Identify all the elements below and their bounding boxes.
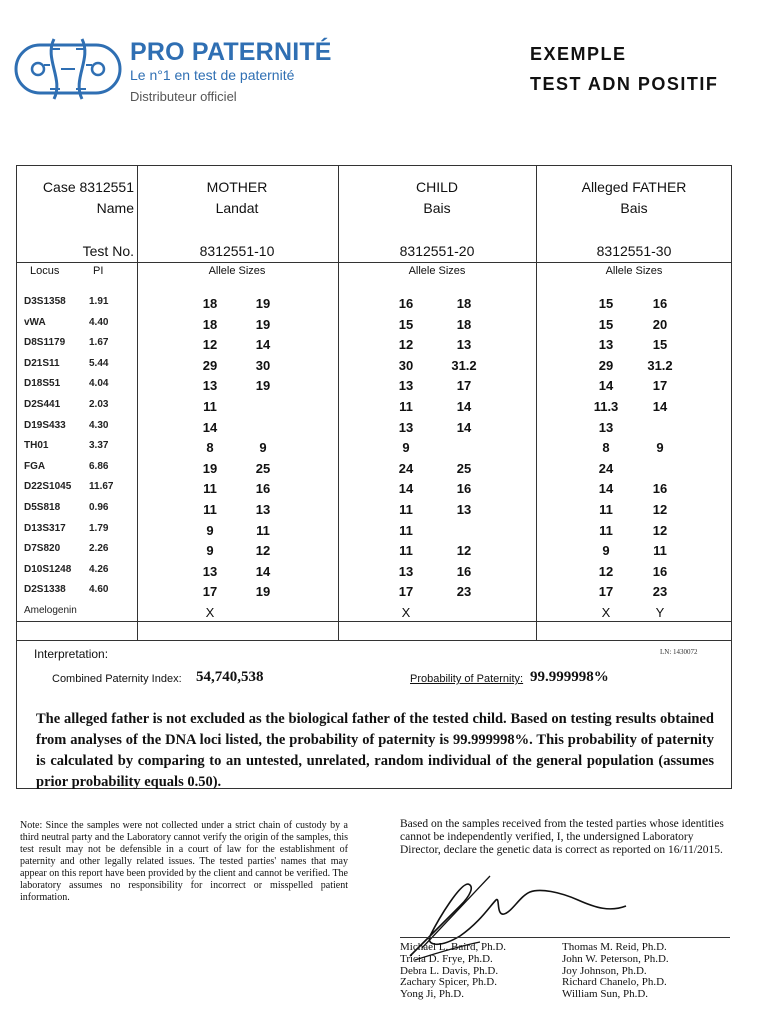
pi-value: 6.86: [89, 461, 109, 472]
father-allele: 23: [652, 584, 668, 599]
column-divider: [338, 166, 339, 640]
mother-allele: 8: [206, 440, 214, 455]
mother-allele: 19: [255, 296, 271, 311]
mother-allele: 13: [202, 564, 218, 579]
child-allele: 16: [456, 481, 472, 496]
locus-name: D19S433: [24, 420, 66, 431]
header-line-1: EXEMPLE: [530, 44, 627, 64]
mother-allele: 11: [203, 481, 217, 496]
pi-value: 0.96: [89, 502, 109, 513]
father-allele: 11: [599, 523, 613, 538]
child-allele: 25: [456, 461, 472, 476]
child-allele: 23: [456, 584, 472, 599]
child-allele: 13: [456, 337, 472, 352]
staff-name: Thomas M. Reid, Ph.D.: [562, 941, 667, 953]
child-allele: 18: [456, 317, 472, 332]
father-allele: 13: [598, 420, 614, 435]
father-allele: 16: [652, 296, 668, 311]
pi-value: 1.67: [89, 337, 109, 348]
pi-value: 4.30: [89, 420, 109, 431]
pi-value: 3.37: [89, 440, 109, 451]
mother-allele: 11: [203, 399, 217, 414]
mother-allele: X: [205, 605, 215, 620]
dna-logo-icon: [14, 35, 122, 108]
staff-name: Debra L. Davis, Ph.D.: [400, 964, 499, 977]
staff-name: Richard Chanelo, Ph.D.: [562, 976, 667, 989]
father-allele: 12: [652, 502, 668, 517]
pi-value: 2.26: [89, 543, 109, 554]
staff-list-right: [562, 942, 732, 1001]
staff-name: Yong Ji, Ph.D.: [400, 988, 464, 1001]
staff-name: John W. Peterson, Ph.D.: [562, 952, 669, 965]
father-allele: 11: [599, 502, 613, 517]
mother-allele: 11: [256, 523, 270, 538]
father-allele: 29: [598, 358, 614, 373]
father-allele: 12: [598, 564, 614, 579]
child-allele: 13: [398, 564, 414, 579]
pi-value: 1.79: [89, 523, 109, 534]
father-allele: 13: [598, 337, 614, 352]
father-allele: 17: [652, 378, 668, 393]
cpi-label: Combined Paternity Index:: [52, 673, 182, 685]
locus-name: D10S1248: [24, 564, 72, 575]
staff-name: William Sun, Ph.D.: [562, 988, 649, 1001]
locus-name: D13S317: [24, 523, 66, 534]
child-allele: 12: [456, 543, 472, 558]
pi-value: 5.44: [89, 358, 109, 369]
father-allele: 14: [652, 399, 668, 414]
father-role: Alleged FATHER: [581, 179, 687, 195]
father-allele: Y: [655, 605, 665, 620]
father-allele: 11.3: [593, 399, 619, 414]
mother-allele: 30: [255, 358, 271, 373]
father-allele: 15: [598, 317, 614, 332]
mother-allele: 18: [202, 296, 218, 311]
mother-allele: 19: [202, 461, 218, 476]
child-allele: 11: [399, 523, 413, 538]
child-allele: 13: [398, 420, 414, 435]
pi-header: PI: [93, 265, 104, 277]
mother-allele: 9: [259, 440, 267, 455]
test-no-label: Test No.: [82, 243, 134, 259]
staff-name: Joy Johnson, Ph.D.: [562, 964, 647, 977]
father-allele: 8: [602, 440, 610, 455]
mother-allele: 19: [255, 584, 271, 599]
father-allele: X: [601, 605, 611, 620]
case-label: Case 8312551: [42, 179, 134, 195]
mother-allele: 16: [255, 481, 271, 496]
staff-list-left: [400, 942, 560, 1001]
father-allele: 15: [598, 296, 614, 311]
staff-name: Zachary Spicer, Ph.D.: [400, 976, 498, 989]
locus-name: TH01: [24, 440, 49, 451]
child-allele: 12: [398, 337, 414, 352]
column-divider: [536, 166, 537, 640]
father-test-no: 8312551-30: [596, 243, 672, 259]
interpretation-label: Interpretation:: [34, 647, 109, 661]
disclaimer-note: Note: Since the samples were not collected under a strict chain of custody by a third neutral party and the Laboratory cannot verify the origin of the samples, this test result may not be defensible in a court of law for the establishment of paternity and other legally related issues. The tested parties' names that may appear on this report have been provided by the client and cannot be verified. The laboratory assumes no responsibility for incorrect or misspelled patient information.: [20, 820, 348, 903]
child-allele: 17: [398, 584, 414, 599]
child-allele: 24: [398, 461, 414, 476]
mother-allele: 14: [202, 420, 218, 435]
child-allele: 30: [398, 358, 414, 373]
pi-value: 4.40: [89, 317, 109, 328]
locus-name: D21S11: [24, 358, 60, 369]
column-divider: [137, 166, 138, 640]
brand-distributor: Distributeur officiel: [130, 89, 237, 104]
locus-name: D22S1045: [24, 481, 72, 492]
child-test-no: 8312551-20: [399, 243, 475, 259]
father-allele: 16: [652, 564, 668, 579]
mother-allele: 13: [255, 502, 271, 517]
father-allele: 12: [652, 523, 668, 538]
mother-test-no: 8312551-10: [199, 243, 275, 259]
child-allele: 16: [398, 296, 414, 311]
pi-value: 11.67: [89, 481, 114, 492]
child-allele: 13: [456, 502, 472, 517]
father-allele: 9: [656, 440, 664, 455]
father-allele: 24: [598, 461, 614, 476]
header-line-2: TEST ADN POSITIF: [530, 74, 719, 94]
name-label: Name: [96, 200, 134, 216]
mother-allele: 11: [203, 502, 217, 517]
mother-name: Landat: [215, 200, 259, 216]
ln-number: LN: 1430072: [660, 648, 698, 656]
father-allele: 14: [598, 378, 614, 393]
brand-name: PRO PATERNITÉ: [130, 38, 332, 66]
child-allele: 11: [399, 543, 413, 558]
certification-text: Based on the samples received from the tested parties whose identities cannot be independently verified, I, the undersigned Laboratory Director, declare the genetic data is correct as reported on 16/11/2015.: [400, 818, 724, 856]
locus-name: Amelogenin: [24, 605, 77, 616]
mother-allele: 17: [202, 584, 218, 599]
mother-allele: 29: [202, 358, 218, 373]
locus-name: D3S1358: [24, 296, 66, 307]
locus-header: Locus: [30, 265, 60, 277]
child-name: Bais: [423, 200, 451, 216]
pi-value: 4.60: [89, 584, 109, 595]
mother-allele: 19: [255, 378, 271, 393]
mother-allele: 19: [255, 317, 271, 332]
locus-name: vWA: [24, 317, 46, 328]
mother-allele: 25: [255, 461, 271, 476]
mother-allele: 14: [255, 564, 271, 579]
father-allele: 15: [652, 337, 668, 352]
locus-name: D18S51: [24, 378, 61, 389]
child-allele: 18: [456, 296, 472, 311]
child-allele: 13: [398, 378, 414, 393]
pi-value: 4.26: [89, 564, 109, 575]
pi-value: 4.04: [89, 378, 109, 389]
probability-value: 99.999998%: [530, 669, 609, 685]
child-allele: X: [401, 605, 411, 620]
father-allele: 16: [652, 481, 668, 496]
father-allele: 17: [598, 584, 614, 599]
child-allele-header: Allele Sizes: [408, 265, 466, 277]
child-allele: 14: [398, 481, 414, 496]
mother-allele-header: Allele Sizes: [208, 265, 266, 277]
mother-allele: 14: [255, 337, 271, 352]
mother-allele: 18: [202, 317, 218, 332]
child-allele: 16: [456, 564, 472, 579]
row-divider: [17, 640, 731, 641]
child-allele: 15: [398, 317, 414, 332]
father-allele: 20: [652, 317, 668, 332]
child-allele: 17: [456, 378, 472, 393]
mother-allele: 12: [202, 337, 218, 352]
probability-label: Probability of Paternity:: [410, 673, 524, 685]
row-divider: [17, 621, 731, 622]
mother-allele: 12: [255, 543, 271, 558]
pi-value: 2.03: [89, 399, 109, 410]
father-name: Bais: [620, 200, 648, 216]
cpi-value: 54,740,538: [196, 669, 264, 685]
child-allele: 31.2: [451, 358, 477, 373]
mother-allele: 9: [206, 523, 214, 538]
staff-name: Michael L. Baird, Ph.D.: [400, 941, 507, 953]
child-allele: 14: [456, 399, 472, 414]
locus-name: D2S1338: [24, 584, 66, 595]
locus-name: D2S441: [24, 399, 61, 410]
row-divider: [17, 262, 731, 263]
mother-allele: 9: [206, 543, 214, 558]
signature-line: [400, 937, 730, 938]
brand-tagline: Le n°1 en test de paternité: [130, 67, 295, 83]
pi-value: 1.91: [89, 296, 109, 307]
locus-name: D5S818: [24, 502, 61, 513]
father-allele: 9: [602, 543, 610, 558]
locus-name: FGA: [24, 461, 46, 472]
interpretation-text: The alleged father is not excluded as the biological father of the tested child. Based on testing results obtained from analyses of the DNA loci listed, the probability of paternity is 99.999998%. This probability of paternity is calculated by comparing to an untested, unrelated, random individual of the general population (assumes prior probability equals 0.50).: [36, 711, 714, 790]
locus-name: D8S1179: [24, 337, 66, 348]
father-allele-header: Allele Sizes: [605, 265, 663, 277]
child-allele: 11: [399, 502, 413, 517]
locus-name: D7S820: [24, 543, 61, 554]
father-allele: 11: [653, 543, 667, 558]
staff-name: Tricia D. Frye, Ph.D.: [400, 952, 493, 965]
child-allele: 11: [399, 399, 413, 414]
child-allele: 9: [402, 440, 410, 455]
mother-role: MOTHER: [206, 179, 268, 195]
father-allele: 31.2: [647, 358, 673, 373]
mother-allele: 13: [202, 378, 218, 393]
child-allele: 14: [456, 420, 472, 435]
father-allele: 14: [598, 481, 614, 496]
child-role: CHILD: [415, 179, 458, 195]
